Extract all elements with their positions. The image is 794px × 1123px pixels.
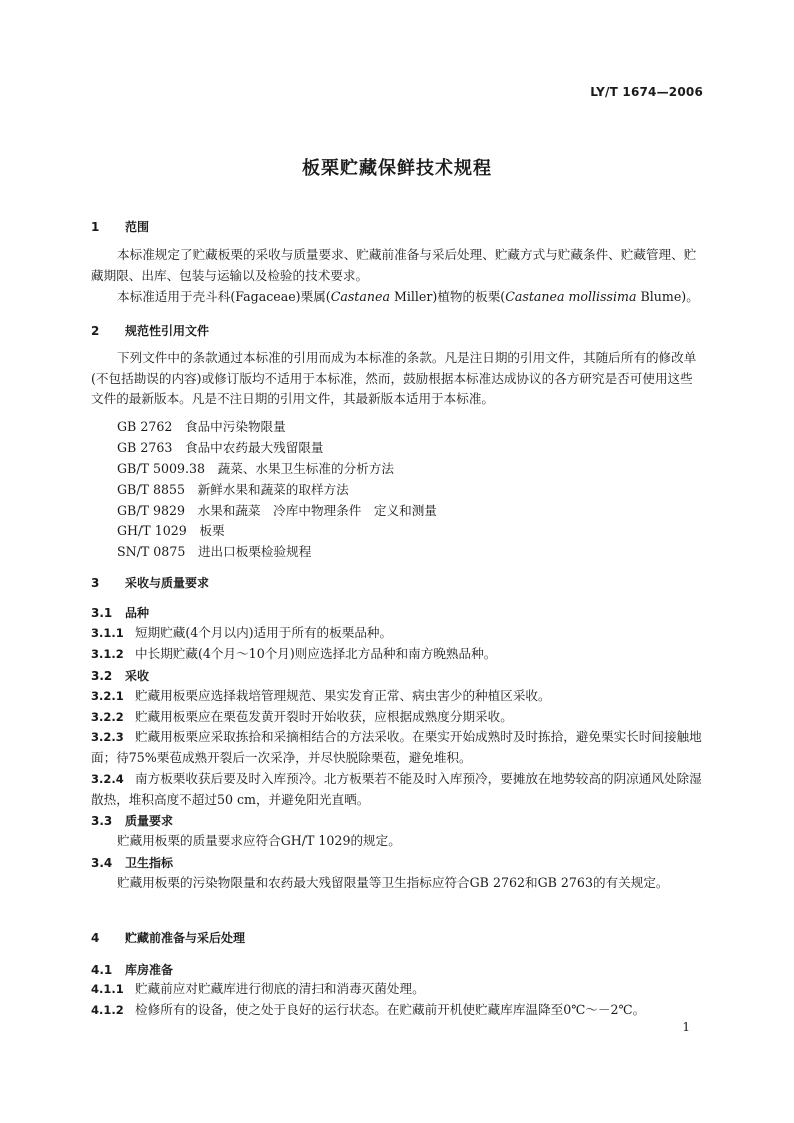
reference-name: 蔬菜、水果卫生标准的分析方法 <box>217 461 394 476</box>
clause-3-2-2 <box>91 707 705 728</box>
clause-3-1-1 <box>91 623 705 644</box>
species-name: Castanea mollissima <box>505 289 637 304</box>
subsection-3-4-heading <box>91 854 173 871</box>
clause-3-2-4 <box>91 769 705 810</box>
clause-text: 贮藏用板栗应选择栽培管理规范、果实发育正常、病虫害少的种植区采收。 <box>135 688 551 703</box>
clause-number: 3.1.1 <box>91 626 124 640</box>
section-1-paragraph-1: 本标准规定了贮藏板栗的采收与质量要求、贮藏前准备与采后处理、贮藏方式与贮藏条件、贮藏管理、贮藏期限、出库、包装与运输以及检验的技术要求。 <box>91 247 697 283</box>
text-run: Blume)。 <box>636 289 699 304</box>
section-number: 1 <box>91 220 100 234</box>
reference-name: 板栗 <box>199 523 225 538</box>
reference-code: GB 2763 <box>117 440 173 455</box>
subsection-3-4-text: 贮藏用板栗的污染物限量和农药最大残留限量等卫生指标应符合GB 2762和GB 2763的有关规定。 <box>117 875 669 890</box>
reference-name: 食品中农药最大残留限量 <box>184 440 324 455</box>
section-1-heading <box>91 218 149 235</box>
clause-4-1-1 <box>91 979 705 1000</box>
text-run: Miller)植物的板栗( <box>389 289 506 304</box>
page-number: 1 <box>682 1020 690 1034</box>
section-number: 4.1 <box>91 963 113 977</box>
section-number: 3.1 <box>91 606 113 620</box>
clause-text: 南方板栗收获后要及时入库预冷。北方板栗若不能及时入库预冷，要摊放在地势较高的阴凉通风处除湿散热，堆积高度不超过50 cm，并避免阳光直晒。 <box>91 771 702 807</box>
section-number: 2 <box>91 324 100 338</box>
clause-number: 4.1.2 <box>91 1003 124 1017</box>
reference-code: GH/T 1029 <box>117 523 187 538</box>
subsection-3-3-heading <box>91 812 173 829</box>
reference-name: 水果和蔬菜 冷库中物理条件 定义和测量 <box>197 503 437 518</box>
clause-text: 贮藏用板栗应采取拣拾和采摘相结合的方法采收。在栗实开始成熟时及时拣拾，避免栗实长时间接触地面；待75%栗苞成熟开裂后一次采净，并尽快脱除栗苞，避免堆积。 <box>91 729 702 765</box>
clause-number: 3.1.2 <box>91 647 124 661</box>
reference-name: 食品中污染物限量 <box>184 419 286 434</box>
section-title: 采收与质量要求 <box>125 576 210 590</box>
subsection-3-2-heading <box>91 667 149 684</box>
clause-text: 检修所有的设备，使之处于良好的运行状态。在贮藏前开机使贮藏库库温降至0℃～－2℃。 <box>135 1002 646 1017</box>
reference-item <box>117 479 349 498</box>
section-number: 3.3 <box>91 814 113 828</box>
clause-number: 3.2.3 <box>91 730 124 744</box>
standard-code: LY/T 1674—2006 <box>590 85 703 99</box>
subsection-4-1-heading <box>91 961 173 978</box>
section-title: 采收 <box>125 669 150 683</box>
section-3-heading <box>91 574 209 591</box>
reference-code: GB/T 8855 <box>117 482 186 497</box>
section-title: 库房准备 <box>125 963 174 977</box>
subsection-3-1-heading <box>91 604 149 621</box>
genus-name: Castanea <box>330 289 390 304</box>
reference-item <box>117 520 225 539</box>
section-number: 3.2 <box>91 669 113 683</box>
section-title: 质量要求 <box>125 814 174 828</box>
section-2-paragraph: 下列文件中的条款通过本标准的引用而成为本标准的条款。凡是注日期的引用文件，其随后所有的修改单(不包括勘误的内容)或修订版均不适用于本标准，然而，鼓励根据本标准达成协议的各方研究是否可使用这些文件的最新版本。凡是不注日期的引用文件，其最新版本适用于本标准。 <box>91 350 697 406</box>
section-title: 卫生指标 <box>125 856 174 870</box>
section-title: 品种 <box>125 606 150 620</box>
clause-3-2-3 <box>91 727 705 768</box>
clause-number: 4.1.1 <box>91 982 124 996</box>
subsection-3-3-text: 贮藏用板栗的质量要求应符合GH/T 1029的规定。 <box>117 833 401 848</box>
clause-text: 中长期贮藏(4个月～10个月)则应选择北方品种和南方晚熟品种。 <box>135 646 497 661</box>
clause-number: 3.2.2 <box>91 710 124 724</box>
reference-code: GB/T 9829 <box>117 503 186 518</box>
clause-number: 3.2.1 <box>91 689 124 703</box>
section-title: 规范性引用文件 <box>125 324 210 338</box>
section-title: 贮藏前准备与采后处理 <box>125 931 246 945</box>
reference-name: 新鲜水果和蔬菜的取样方法 <box>197 482 349 497</box>
clause-text: 贮藏前应对贮藏库进行彻底的清扫和消毒灭菌处理。 <box>135 981 425 996</box>
section-title: 范围 <box>125 220 150 234</box>
section-number: 3.4 <box>91 856 113 870</box>
section-2-heading <box>91 322 209 339</box>
clause-text: 贮藏用板栗应在栗苞发黄开裂时开始收获，应根据成熟度分期采收。 <box>135 709 513 724</box>
reference-code: SN/T 0875 <box>117 544 186 559</box>
reference-item <box>117 437 324 456</box>
reference-item <box>117 458 394 477</box>
reference-item <box>117 500 437 519</box>
section-number: 4 <box>91 931 100 945</box>
clause-3-1-2 <box>91 644 705 665</box>
section-number: 3 <box>91 576 100 590</box>
reference-item <box>117 416 286 435</box>
section-4-heading <box>91 929 245 946</box>
reference-item <box>117 541 311 560</box>
reference-code: GB/T 5009.38 <box>117 461 206 476</box>
clause-3-2-1 <box>91 686 705 707</box>
clause-number: 3.2.4 <box>91 772 124 786</box>
text-run: 本标准适用于壳斗科(Fagaceae)栗属( <box>117 289 331 304</box>
clause-text: 短期贮藏(4个月以内)适用于所有的板栗品种。 <box>135 625 393 640</box>
reference-code: GB 2762 <box>117 419 173 434</box>
document-title: 板栗贮藏保鲜技术规程 <box>302 158 492 179</box>
section-1-paragraph-2 <box>91 287 705 308</box>
reference-name: 进出口板栗检验规程 <box>197 544 312 559</box>
clause-4-1-2 <box>91 1000 705 1021</box>
